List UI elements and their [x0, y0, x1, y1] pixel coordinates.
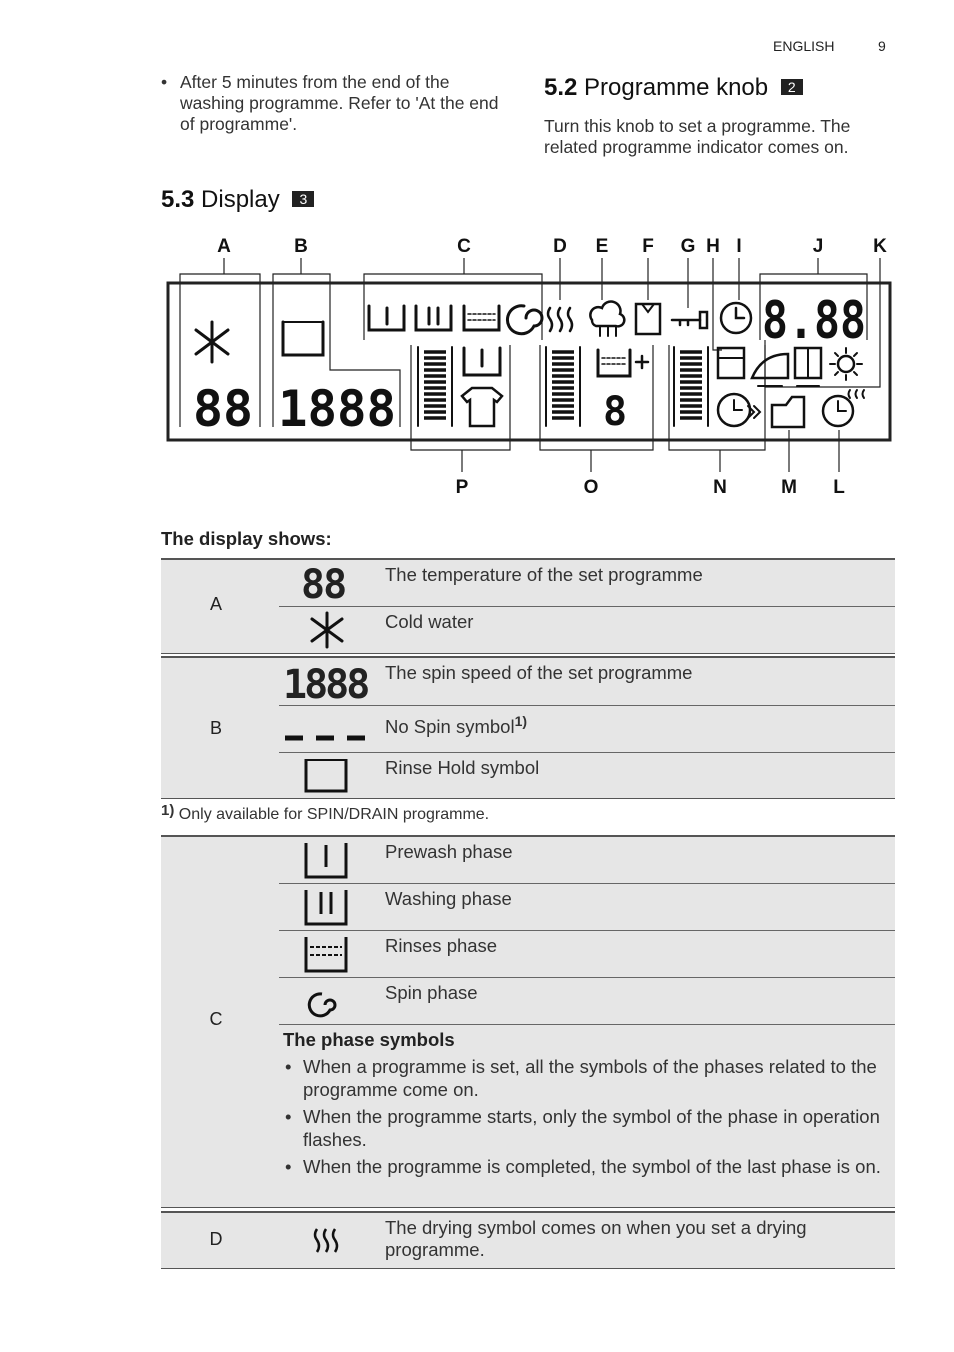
washing-icon — [279, 884, 377, 930]
letter-F: F — [642, 236, 654, 257]
letter-M: M — [781, 477, 797, 498]
spin-digits: 1888 — [278, 380, 396, 438]
prewash-icon — [279, 837, 377, 883]
time-digits: 8.88 — [762, 291, 866, 351]
display-shows-caption: The display shows: — [161, 528, 332, 549]
list-item: • When the programme is completed, the symbol of the last phase is on. — [283, 1155, 883, 1178]
section-52-title: Programme knob — [584, 74, 769, 101]
spin-lcd-icon — [507, 306, 542, 334]
no-spin-icon — [279, 706, 377, 752]
iron-lcd-icon — [752, 354, 788, 378]
drying-lcd-icon — [548, 308, 572, 331]
rinses-icon — [279, 931, 377, 977]
rinses-lcd-icon — [464, 306, 499, 330]
group-letter-B: B — [209, 718, 222, 738]
section-52-box: 2 — [781, 79, 803, 95]
phase-symbols-list — [283, 1055, 883, 1178]
letter-I: I — [736, 236, 742, 257]
sun-lcd-icon — [838, 356, 854, 372]
footnote: 1) Only available for SPIN/DRAIN programme. — [161, 802, 490, 823]
table-row: 1888 The spin speed of the set programme — [279, 658, 895, 706]
letter-J: J — [812, 236, 824, 257]
temperature-digits: 88 — [193, 380, 253, 438]
bar-graph-P — [424, 352, 446, 418]
page-number: 9 — [878, 38, 886, 54]
table-row: No Spin symbol$^{1)}$ — [279, 706, 895, 753]
letter-A: A — [217, 236, 231, 257]
soak-lcd-icon — [772, 397, 804, 427]
extra-rinse-lcd-icon — [598, 350, 630, 376]
section-52-text: Turn this knob to set a programme. The related programme indicator comes on. — [544, 116, 851, 157]
bar-graph-N — [680, 352, 702, 418]
letter-O: O — [583, 477, 599, 498]
phase-symbols-block — [283, 1029, 883, 1182]
letter-C: C — [457, 236, 471, 257]
bracket-P — [411, 345, 510, 450]
table-group-D — [161, 1211, 895, 1269]
table-group-C — [161, 835, 895, 1208]
stain-lcd-icon — [462, 388, 502, 426]
phase-symbols-title: The phase symbols — [283, 1029, 455, 1050]
section-53-number: 5.3 — [161, 186, 195, 213]
table-row: Washing phase — [279, 884, 895, 931]
table-group-B — [161, 656, 895, 799]
bar-graph-O — [552, 352, 574, 418]
letter-K: K — [873, 236, 887, 257]
child-lock-lcd-icon — [672, 320, 700, 325]
group-letter-D: D — [209, 1229, 223, 1249]
small-digit: 8 — [603, 389, 628, 435]
letter-B: B — [294, 236, 308, 257]
door-lock-lcd-icon — [718, 348, 744, 378]
letter-H: H — [706, 236, 720, 257]
table-row: Cold water — [279, 607, 895, 652]
table-row: Rinse Hold symbol — [279, 753, 895, 797]
header-language: ENGLISH — [773, 38, 835, 54]
letter-D: D — [553, 236, 567, 257]
table-row: 88 The temperature of the set programme — [279, 560, 895, 607]
letter-E: E — [595, 236, 609, 257]
display-diagram — [0, 0, 954, 510]
washing-lcd-icon — [416, 306, 451, 330]
steam-lcd-icon — [590, 302, 624, 327]
time-save-lcd-icon — [636, 304, 660, 334]
intro-bullet: • After 5 minutes from the end of the washing programme. Refer to 'At the end of programme'. — [161, 72, 511, 135]
rinse-hold-lcd-icon — [283, 322, 323, 355]
spin-icon — [279, 978, 377, 1024]
list-item: • When a programme is set, all the symbols of the phases related to the programme come on. — [283, 1055, 883, 1101]
letter-P: P — [455, 477, 469, 498]
letter-G: G — [680, 236, 696, 257]
table-row: Prewash phase — [279, 837, 895, 884]
section-53-box: 3 — [292, 191, 314, 207]
table-row: The drying symbol comes on when you set a drying programme. — [279, 1213, 895, 1267]
rinse-hold-icon — [279, 753, 377, 797]
section-53-title: Display — [201, 186, 280, 213]
table-group-A — [161, 558, 895, 654]
letter-L: L — [833, 477, 845, 498]
group-letter-A: A — [209, 594, 222, 614]
section-52-number: 5.2 — [544, 74, 578, 101]
group-letter-C: C — [209, 1009, 223, 1029]
intro-bullet-text: After 5 minutes from the end of the washing programme. Refer to 'At the end of programme'. — [180, 72, 499, 134]
temperature-digits-icon: 88 — [301, 562, 346, 608]
letter-N: N — [713, 477, 727, 498]
spin-digits-icon: 1888 — [283, 662, 368, 708]
cold-water-star-icon — [196, 322, 228, 362]
drying-icon — [279, 1213, 377, 1267]
table-row: Spin phase — [279, 978, 895, 1025]
table-row: Rinses phase — [279, 931, 895, 978]
list-item: • When the programme starts, only the symbol of the phase in operation flashes. — [283, 1105, 883, 1151]
cold-water-icon — [279, 607, 377, 652]
